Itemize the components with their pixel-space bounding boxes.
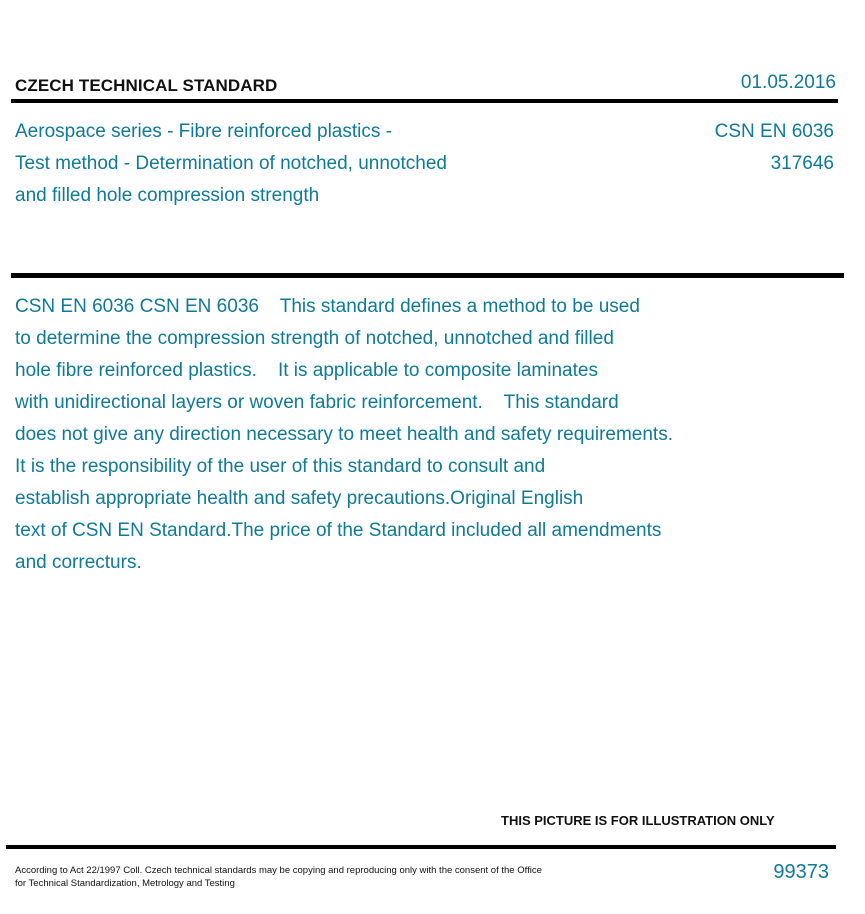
title-line: and filled hole compression strength bbox=[15, 185, 320, 206]
title-line: Aerospace series - Fibre reinforced plastics - bbox=[15, 121, 392, 142]
abstract-line: does not give any direction necessary to meet health and safety requirements. bbox=[15, 424, 673, 445]
standard-codes bbox=[715, 116, 834, 180]
abstract-line: establish appropriate health and safety precautions.Original English bbox=[15, 488, 584, 509]
footer-line: for Technical Standardization, Metrology and Testing bbox=[15, 878, 235, 889]
catalog-number: 317646 bbox=[770, 153, 834, 174]
abstract-line: to determine the compression strength of notched, unnotched and filled bbox=[15, 328, 614, 349]
abstract-line: with unidirectional layers or woven fabric reinforcement. This standard bbox=[15, 392, 619, 413]
abstract-line: It is the responsibility of the user of this standard to consult and bbox=[15, 456, 546, 477]
document-id: 99373 bbox=[773, 861, 829, 883]
publication-date: 01.05.2016 bbox=[740, 72, 836, 93]
abstract-line: text of CSN EN Standard.The price of the Standard included all amendments bbox=[15, 520, 662, 541]
header-divider bbox=[11, 99, 838, 103]
abstract-line: and correcturs. bbox=[15, 552, 142, 573]
abstract-line: CSN EN 6036 CSN EN 6036 This standard defines a method to be used bbox=[15, 296, 640, 317]
title-divider bbox=[11, 273, 844, 278]
footer-divider bbox=[6, 845, 836, 849]
title-line: Test method - Determination of notched, unnotched bbox=[15, 153, 447, 174]
standard-title bbox=[15, 116, 447, 212]
illustration-notice: THIS PICTURE IS FOR ILLUSTRATION ONLY bbox=[501, 813, 775, 828]
abstract-line: hole fibre reinforced plastics. It is applicable to composite laminates bbox=[15, 360, 598, 381]
legal-footer bbox=[15, 864, 542, 890]
abstract-text bbox=[15, 291, 673, 579]
standard-type-label: CZECH TECHNICAL STANDARD bbox=[15, 76, 278, 95]
footer-line: According to Act 22/1997 Coll. Czech technical standards may be copying and reproducing only with the consent of the Office bbox=[15, 865, 542, 876]
standard-code: CSN EN 6036 bbox=[714, 121, 834, 142]
